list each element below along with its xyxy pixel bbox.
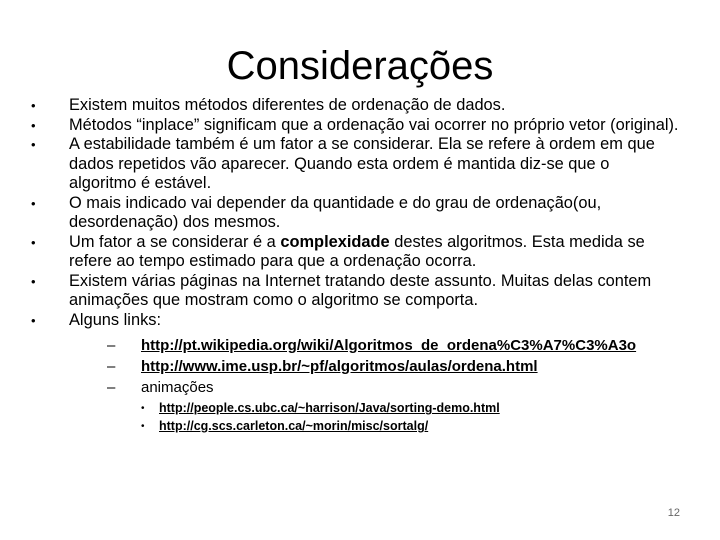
bullet-dot-icon: • xyxy=(31,234,36,250)
animations-label: animações xyxy=(141,378,214,396)
link-item xyxy=(107,357,680,378)
bullet-dot-icon: • xyxy=(31,137,36,152)
dash-icon: – xyxy=(107,357,116,375)
bullet-dot-icon: • xyxy=(141,420,145,432)
dash-icon: – xyxy=(107,337,116,354)
bullet-item xyxy=(30,272,680,311)
bullet-text-bold: complexidade xyxy=(280,232,390,251)
wikipedia-link[interactable]: http://pt.wikipedia.org/wiki/Algoritmos_de_ordena%C3%A7%C3%A3o xyxy=(141,337,637,354)
slide-title: Considerações xyxy=(226,44,494,88)
bullet-text: Alguns links: xyxy=(69,310,162,329)
bullet-dot-icon: • xyxy=(141,403,145,415)
bullet-item xyxy=(30,233,680,272)
bullet-dot-icon: • xyxy=(31,312,36,328)
bullet-item xyxy=(30,194,680,233)
bullet-dot-icon: • xyxy=(31,195,36,211)
bullet-list xyxy=(30,96,680,435)
bullet-item xyxy=(30,311,680,436)
link-item xyxy=(107,336,680,357)
bullet-dot-icon: • xyxy=(31,117,36,133)
animation-link-item xyxy=(141,400,680,418)
animations-item xyxy=(107,378,680,436)
bullet-item xyxy=(30,116,680,136)
ime-usp-link[interactable]: http://www.ime.usp.br/~pf/algoritmos/aulas/ordena.html xyxy=(141,357,538,375)
animation-link-item xyxy=(141,418,680,436)
bullet-text-post: destes algoritmos. Esta medida se refere ao tempo estimado para que a ordenação ocorra. xyxy=(69,232,645,270)
ubc-sorting-demo-link[interactable]: http://people.cs.ubc.ca/~harrison/Java/sorting-demo.html xyxy=(159,401,500,416)
bullet-item xyxy=(30,96,680,116)
bullet-text: O mais indicado vai depender da quantidade e do grau de ordenação(ou, desordenação) dos mesmos. xyxy=(69,193,602,231)
bullet-item xyxy=(30,135,680,194)
bullet-text: Métodos “inplace” significam que a ordenação vai ocorrer no próprio vetor (original). xyxy=(69,115,679,134)
bullet-text: Existem várias páginas na Internet tratando deste assunto. Muitas delas contem animações que mostram como o algoritmo se comporta. xyxy=(69,271,652,309)
dash-icon: – xyxy=(107,378,116,396)
bullet-text: A estabilidade também é um fator a se considerar. Ela se refere à ordem em que dados repetidos vão aparecer. Quando esta ordem é mantida diz-se que o algoritmo é estável. xyxy=(69,135,655,192)
page-number: 12 xyxy=(667,507,680,519)
bullet-text-pre: Um fator a se considerar é a xyxy=(69,232,281,251)
bullet-dot-icon: • xyxy=(31,98,36,113)
carleton-sortalg-link[interactable]: http://cg.scs.carleton.ca/~morin/misc/sortalg/ xyxy=(159,418,429,433)
bullet-dot-icon: • xyxy=(31,273,36,289)
animation-links-list xyxy=(141,400,680,435)
links-list xyxy=(69,336,680,435)
bullet-text: Existem muitos métodos diferentes de ordenação de dados. xyxy=(69,96,506,114)
